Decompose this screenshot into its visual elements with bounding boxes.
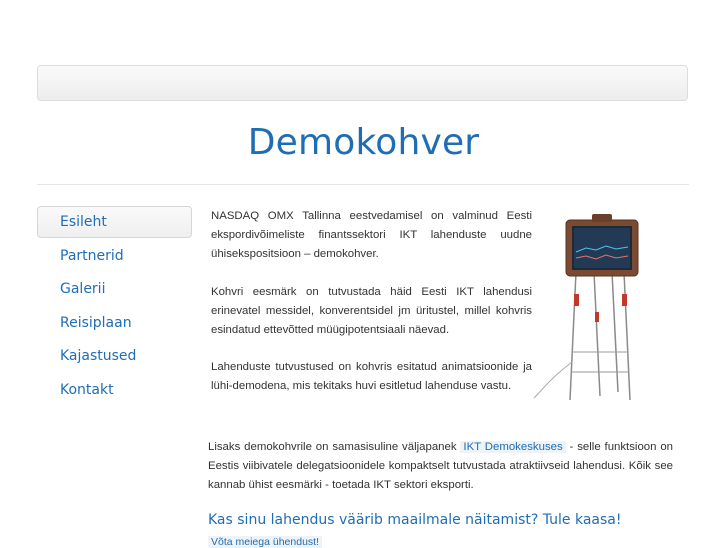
nav-item-galerii[interactable]: Galerii [60,281,106,298]
ikt-demokeskus-link[interactable]: IKT Demokeskuses [460,441,565,453]
intro-text [211,207,532,415]
lisaks-text-before: Lisaks demokohvrile on samasisuline väljapanek [208,441,461,453]
nav-item-kajastused[interactable]: Kajastused [60,348,137,365]
lisaks-paragraph [208,438,673,496]
join-cta-link[interactable]: Kas sinu lahendus väärib maailmale näitamist? Tule kaasa! [208,512,622,528]
contact-us-link[interactable]: Võta meiega ühendust! [208,536,322,548]
header-divider [37,184,689,185]
nav-item-partnerid[interactable]: Partnerid [60,247,124,264]
intro-paragraph-1: NASDAQ OMX Tallinna eestvedamisel on valminud Eesti ekspordivõimeliste finantssektori IKT lahenduste uudne ühisekspositsioon – demokohver. [211,210,532,261]
intro-paragraph-2: Kohvri eesmärk on tutvustada häid Eesti IKT lahendusi erinevatel messidel, konverentsidel jm üritustel, millel kohvris esindatud ettevõtted müügipotentsiaali näevad. [211,285,532,337]
site-title: Demokohver [247,122,480,163]
intro-paragraph-3: Lahenduste tutvustused on kohvris esitatud animatsioonide ja lühi-demodena, mis tekitaks huvi esitletud lahenduse vastu. [211,361,532,393]
top-navbar [37,65,688,101]
sidebar-nav [37,206,192,408]
nav-item-reisiplaan[interactable]: Reisiplaan [60,314,132,331]
nav-item-esileht[interactable]: Esileht [37,206,192,238]
nav-item-kontakt[interactable]: Kontakt [60,381,114,398]
lisaks-text-after: - selle funktsioon on Eestis viibivatele delegatsioonidele kompaktselt tutvustada atraktiivseid lahendusi. Kõik see kannab ühist eesmärki - toetada IKT sektori eksporti. [208,441,674,492]
demo-suitcase-image [532,212,642,404]
